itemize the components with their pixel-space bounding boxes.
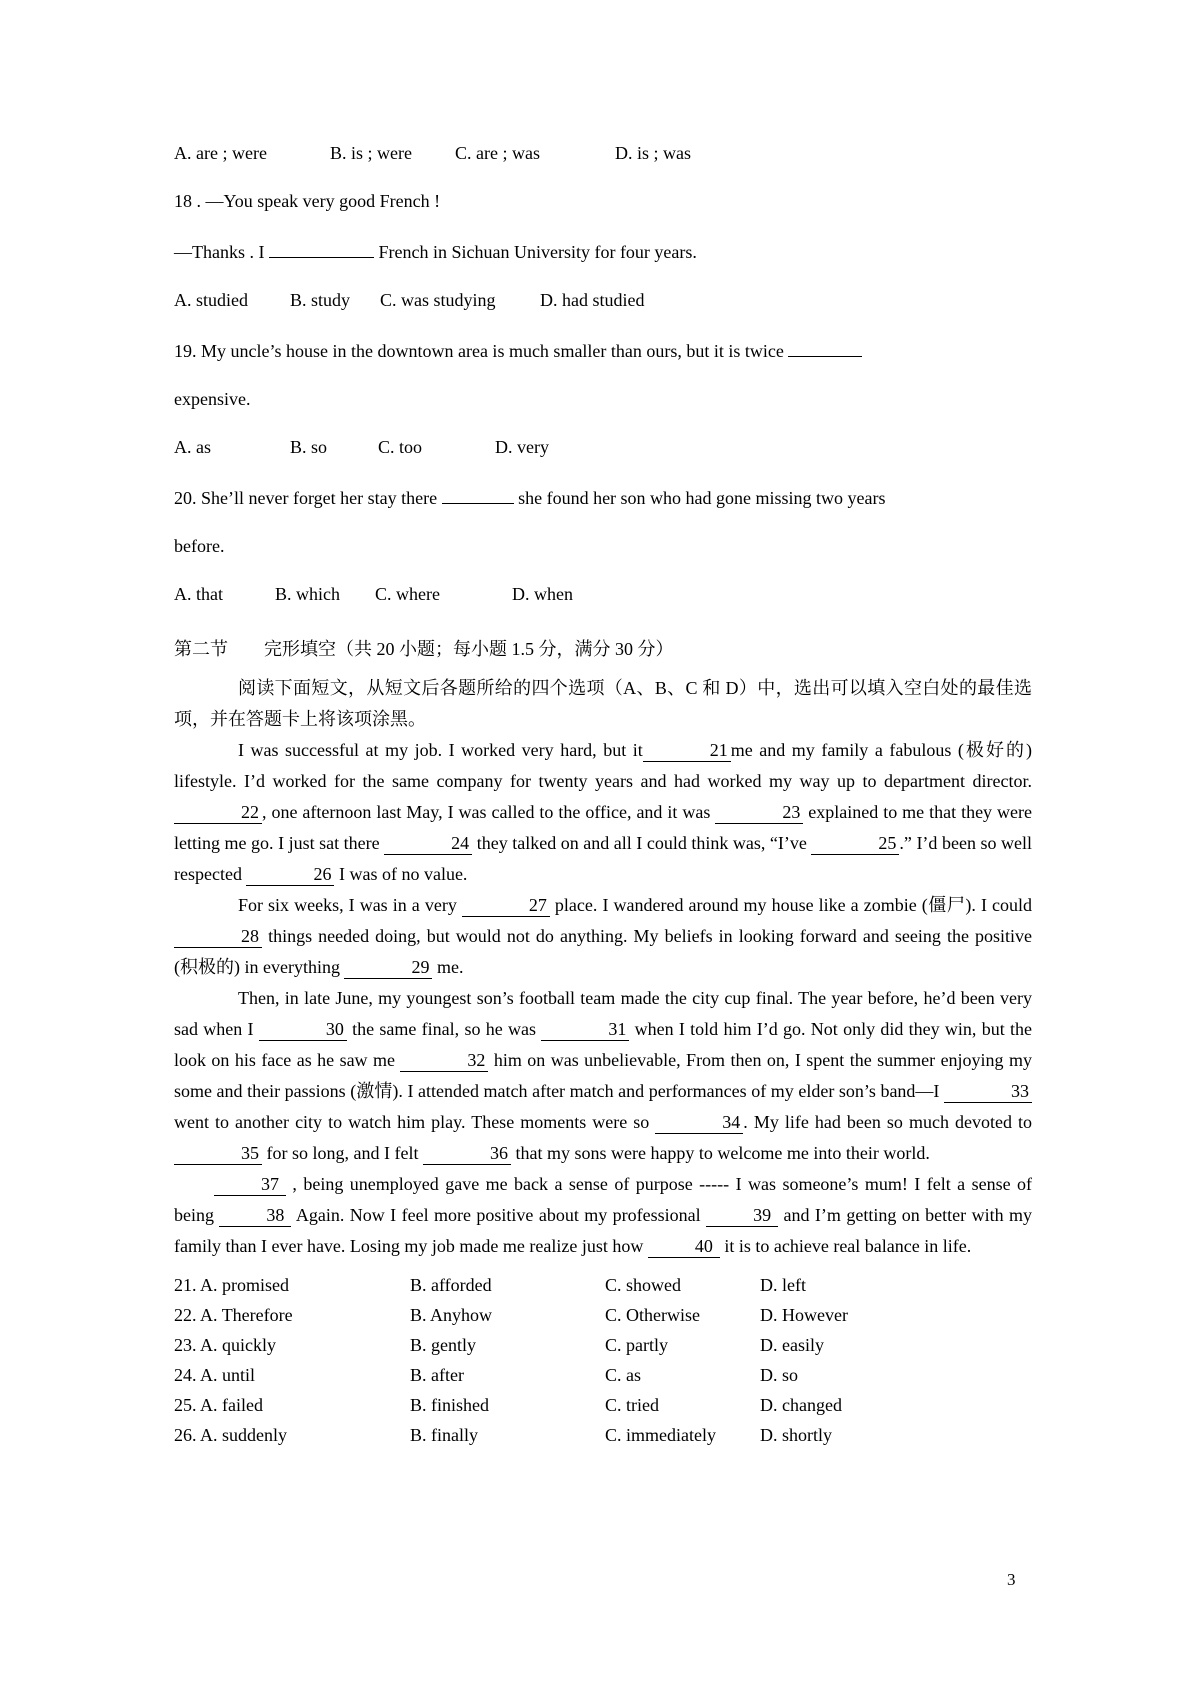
q20-option-c: C. where [375, 584, 440, 604]
cloze-blank-35: 35 [174, 1142, 262, 1165]
cloze-passage [174, 735, 1032, 1262]
question-number: 25. [174, 1395, 197, 1415]
answer-blank [788, 339, 862, 357]
cloze-blank-34: 34 [655, 1111, 743, 1134]
question-number: 23. [174, 1335, 197, 1355]
cloze-blank-38: 38 [219, 1204, 291, 1227]
option-c: C. tried [605, 1395, 659, 1415]
cloze-22-a-cell [174, 1300, 410, 1330]
option-a: A. until [200, 1365, 256, 1385]
passage-paragraph-2: For six weeks, I was in a very 27 place. I wandered around my house like a zombie (僵尸). I could 28 things needed doing, but would not do anything. My beliefs in looking forward and seeing the positive (积极的) in everything 29 me. [174, 895, 1032, 977]
option-a: A. promised [200, 1275, 290, 1295]
cloze-option-row-25 [174, 1390, 1032, 1420]
cloze-25-a-cell [174, 1390, 410, 1420]
question-number: 24. [174, 1365, 197, 1385]
page-number: 3 [1007, 1570, 1016, 1589]
cloze-blank-31: 31 [541, 1018, 629, 1041]
cloze-26-a-cell [174, 1420, 410, 1450]
q18-reply-post: French in Sichuan University for four years. [378, 242, 697, 262]
cloze-blank-32: 32 [400, 1049, 488, 1072]
option-b: B. finally [410, 1425, 478, 1445]
cloze-21-a-cell [174, 1270, 410, 1300]
q20-option-d: D. when [512, 584, 573, 604]
option-c: C. immediately [605, 1425, 716, 1445]
q19-option-c: C. too [378, 437, 423, 457]
cloze-24-a-cell [174, 1360, 410, 1390]
q18-reply-pre: —Thanks . I [174, 242, 265, 262]
cloze-option-row-23 [174, 1330, 1032, 1360]
option-b: B. Anyhow [410, 1305, 493, 1325]
option-a: A. Therefore [200, 1305, 293, 1325]
cloze-blank-27: 27 [462, 894, 550, 917]
cloze-section-heading: 第二节 完形填空（共 20 小题；每小题 1.5 分，满分 30 分） [174, 639, 674, 659]
cloze-blank-22: 22 [174, 801, 262, 824]
cloze-blank-23: 23 [715, 801, 803, 824]
page-content [174, 144, 1032, 1450]
q19-option-d: D. very [495, 437, 549, 457]
q19-line1 [174, 339, 1032, 361]
q18-option-c: C. was studying [380, 290, 496, 310]
option-a: A. suddenly [200, 1425, 288, 1445]
cloze-options [174, 1270, 1032, 1450]
option-c: C. partly [605, 1335, 668, 1355]
cloze-blank-25: 25 [811, 832, 899, 855]
cloze-option-row-21 [174, 1270, 1032, 1300]
option-a: A. failed [200, 1395, 263, 1415]
option-d: D. easily [760, 1335, 824, 1355]
cloze-23-a-cell [174, 1330, 410, 1360]
q18-option-d: D. had studied [540, 290, 645, 310]
cloze-instructions: 阅读下面短文，从短文后各题所给的四个选项（A、B、C 和 D）中，选出可以填入空白处的最佳选项，并在答题卡上将该项涂黑。 [174, 678, 1032, 729]
cloze-option-row-22 [174, 1300, 1032, 1330]
cloze-option-row-24 [174, 1360, 1032, 1390]
cloze-blank-28: 28 [174, 925, 262, 948]
question-number: 21. [174, 1275, 197, 1295]
q19-text: 19. My uncle’s house in the downtown area is much smaller than ours, but it is twice [174, 341, 784, 361]
q18-reply [174, 240, 1032, 262]
q17-options-row [174, 144, 1032, 163]
cloze-blank-24: 24 [384, 832, 472, 855]
option-d: D. left [760, 1275, 806, 1295]
option-b: B. afforded [410, 1275, 492, 1295]
option-b: B. after [410, 1365, 464, 1385]
cloze-blank-29: 29 [344, 956, 432, 979]
q18-option-b: B. study [290, 290, 351, 310]
option-c: C. showed [605, 1275, 681, 1295]
option-b: B. finished [410, 1395, 489, 1415]
q20-option-b: B. which [275, 584, 340, 604]
q18-options-row [174, 291, 1032, 310]
option-c: C. Otherwise [605, 1305, 700, 1325]
option-d: D. changed [760, 1395, 842, 1415]
q17-option-b: B. is ; were [330, 143, 412, 163]
cloze-blank-40: 40 [648, 1235, 720, 1258]
option-d: D. so [760, 1365, 799, 1385]
option-a: A. quickly [200, 1335, 277, 1355]
option-c: C. as [605, 1365, 641, 1385]
cloze-blank-39: 39 [706, 1204, 778, 1227]
cloze-blank-26: 26 [246, 863, 334, 886]
q20-text-pre: 20. She’ll never forget her stay there [174, 488, 438, 508]
cloze-blank-37: 37 [214, 1173, 286, 1196]
answer-blank [269, 240, 374, 258]
q19-line2: expensive. [174, 389, 251, 409]
q19-option-b: B. so [290, 437, 328, 457]
option-b: B. gently [410, 1335, 476, 1355]
question-number: 22. [174, 1305, 197, 1325]
q20-line1 [174, 486, 1032, 508]
question-number: 26. [174, 1425, 197, 1445]
q19-options-row [174, 438, 1032, 457]
passage-paragraph-3: Then, in late June, my youngest son’s football team made the city cup final. The year before, he’d been very sad when I 30 the same final, so he was 31 when I told him I’d go. Not only did they win, but the look on his face as he saw me 32 him on was unbelievable, From then on, I spent the summer enjoying my some and their passions (激情). I attended match after match and performances of my elder son’s band—I 33 went to another city to watch him play. These moments were so 34 . My life had been so much devoted to 35 for so long, and I felt 36 that my sons were happy to welcome me into their world. [174, 988, 1032, 1163]
q20-text-post: she found her son who had gone missing two years [518, 488, 886, 508]
q17-option-c: C. are ; was [455, 143, 540, 163]
cloze-option-row-26 [174, 1420, 1032, 1450]
answer-blank [442, 486, 514, 504]
passage-paragraph-1: I was successful at my job. I worked very hard, but it 21 me and my family a fabulous (极好的) lifestyle. I’d worked for the same company for twenty years and had worked my way up to department director.22 , one afternoon last May, I was called to the office, and it was 23 explained to me that they were letting me go. I just sat there 24 they talked on and all I could think was, “I’ve 25 .” I’d been so well respected 26 I was of no value. [174, 740, 1032, 884]
cloze-blank-21: 21 [643, 739, 731, 762]
passage-paragraph-4: 37 , being unemployed gave me back a sense of purpose ----- I was someone’s mum! I felt a sense of being 38 Again. Now I feel more positive about my professional 39 and I’m getting on better with my family than I ever have. Losing my job made me realize just how 40 it is to achieve real balance in life. [174, 1174, 1032, 1256]
q20-option-a: A. that [174, 584, 223, 604]
q19-option-a: A. as [174, 437, 211, 457]
q17-option-d: D. is ; was [615, 143, 691, 163]
cloze-blank-36: 36 [423, 1142, 511, 1165]
q18-option-a: A. studied [174, 290, 248, 310]
q20-line2: before. [174, 536, 225, 556]
cloze-blank-33: 33 [944, 1080, 1032, 1103]
q17-option-a: A. are ; were [174, 143, 267, 163]
q18-prompt: 18 . —You speak very good French ! [174, 191, 441, 211]
q20-options-row [174, 585, 1032, 604]
cloze-blank-30: 30 [259, 1018, 347, 1041]
option-d: D. shortly [760, 1425, 832, 1445]
option-d: D. However [760, 1305, 848, 1325]
